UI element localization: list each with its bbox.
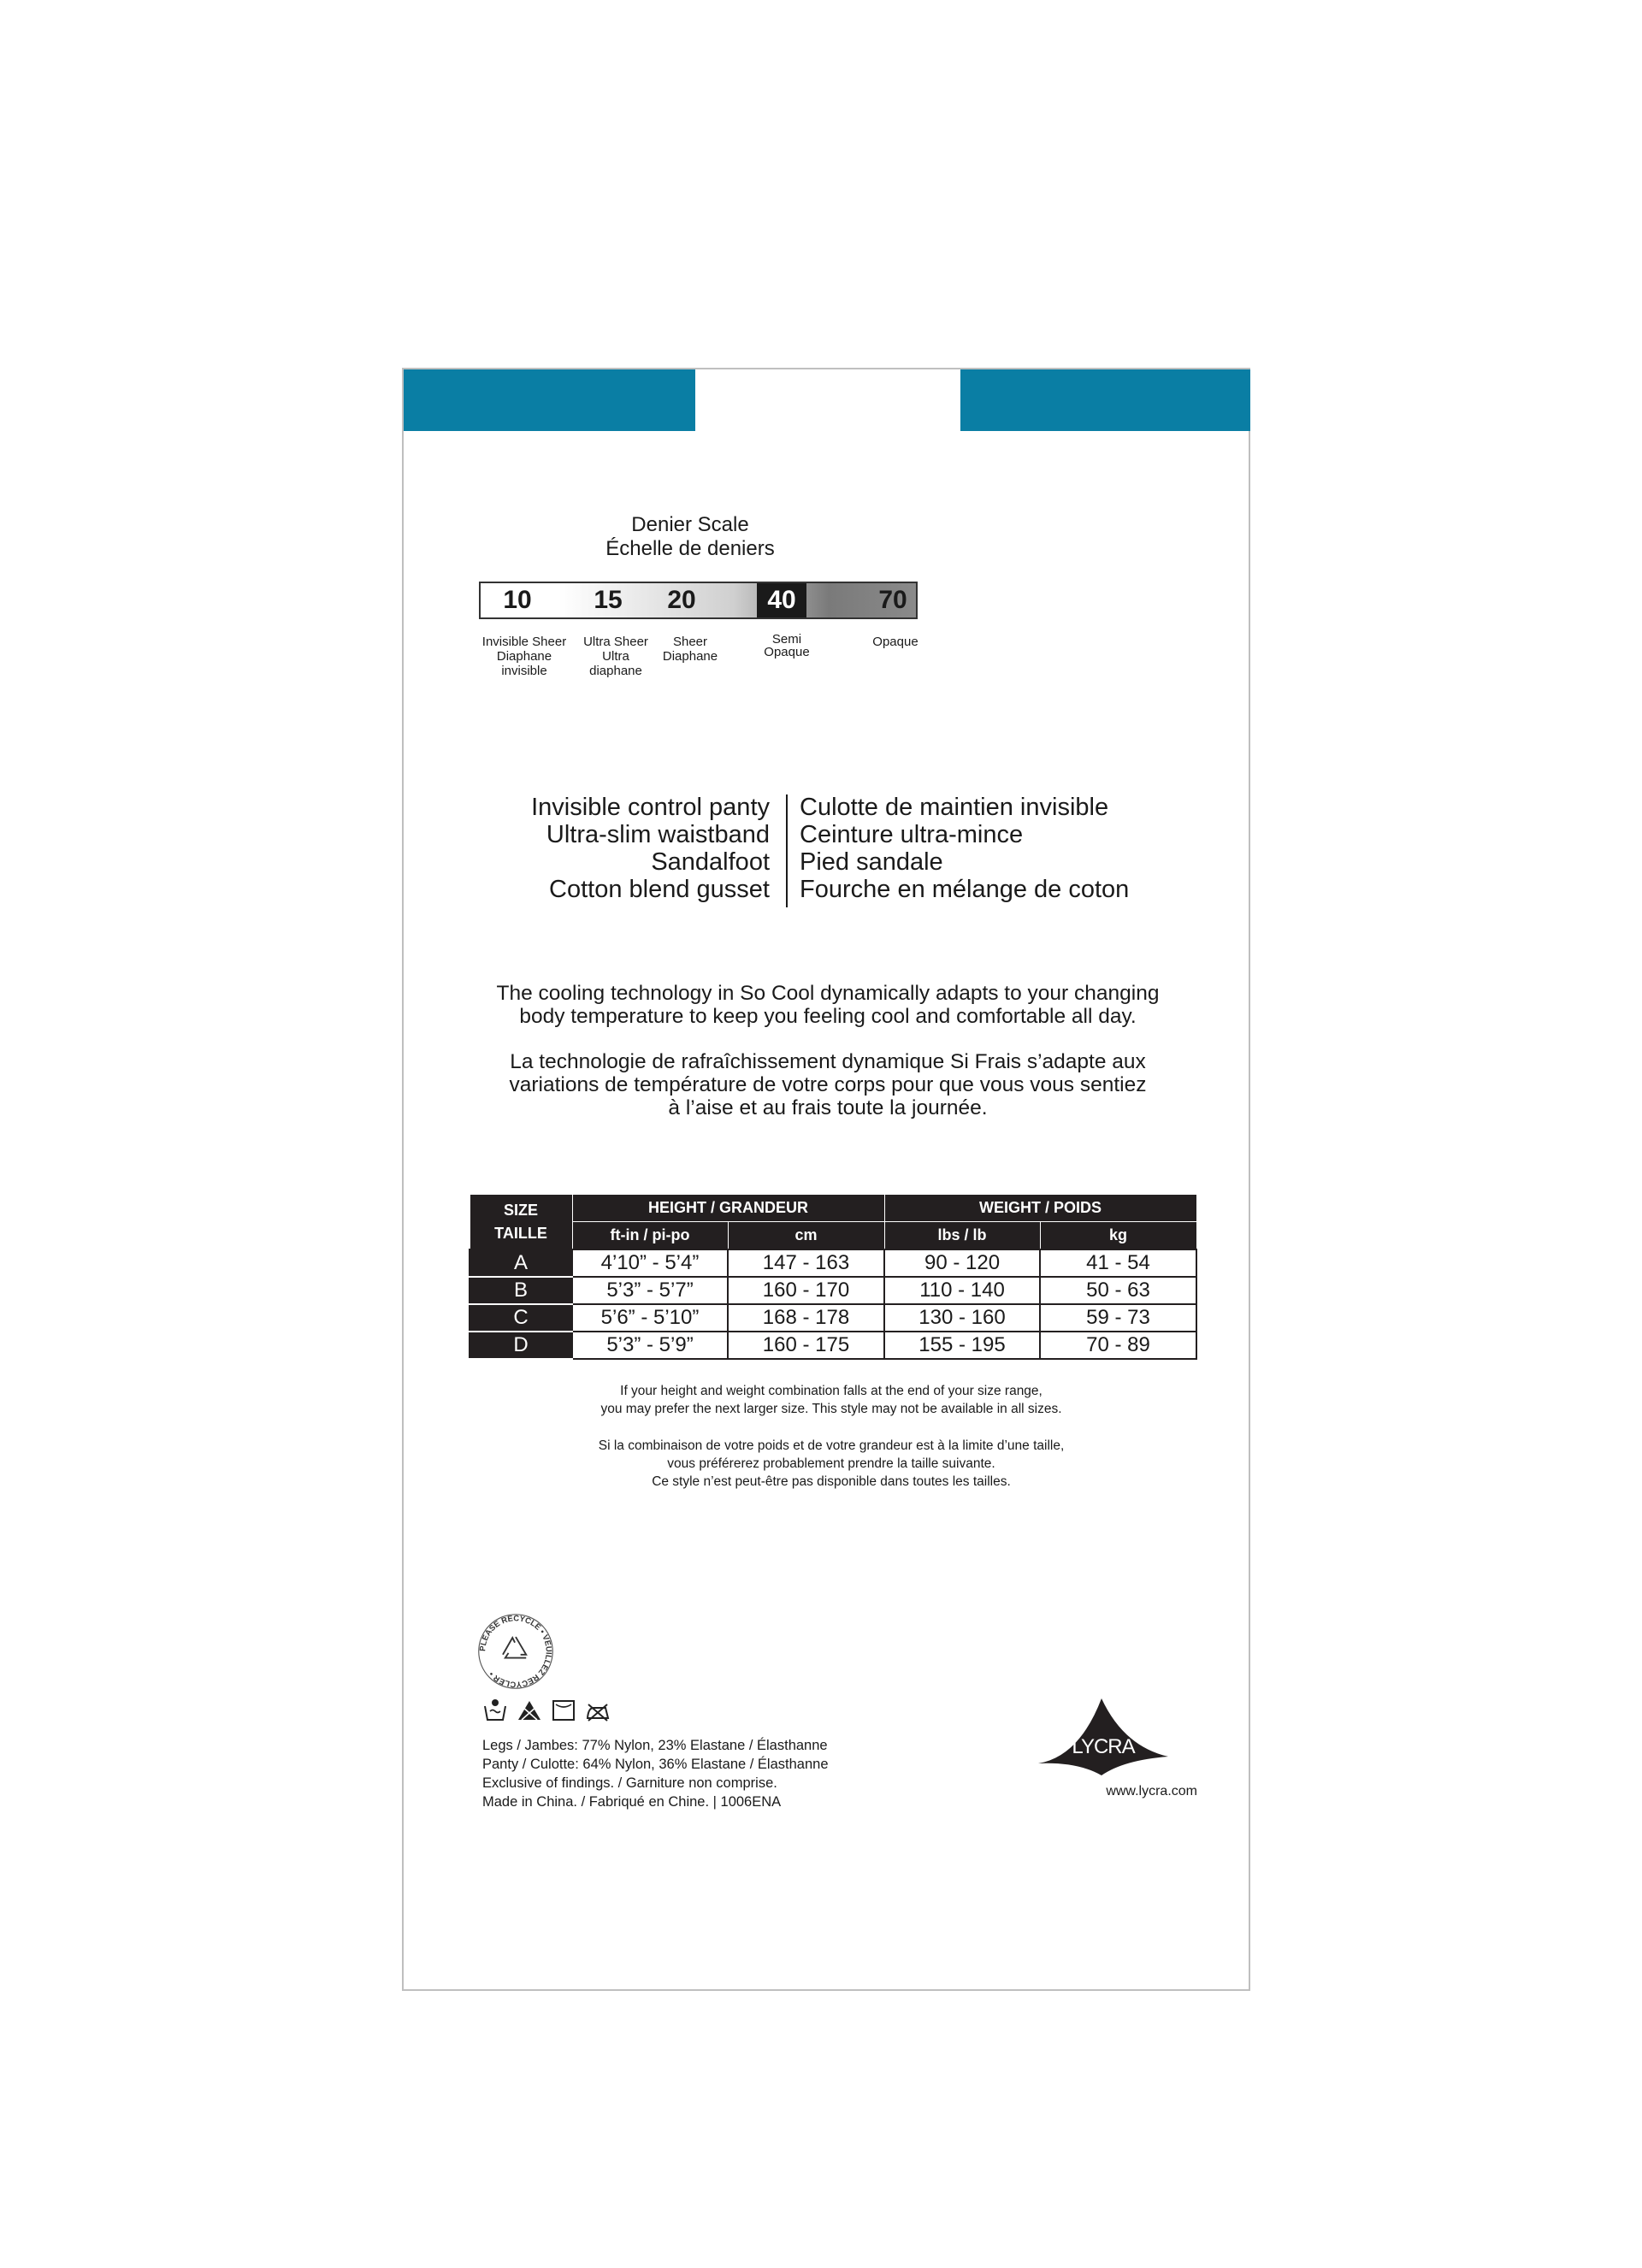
kg-subheader: kg [1040,1222,1196,1250]
care-symbols [482,1693,611,1728]
package-back-panel [402,368,1250,1991]
denier-value-70: 70 [878,586,907,614]
lycra-url: www.lycra.com [1106,1784,1197,1798]
feature-en: Ultra-slim waistband [546,821,770,848]
cm-cell: 168 - 178 [728,1304,884,1332]
weight-header: WEIGHT / POIDS [884,1195,1196,1222]
denier-title-fr: Échelle de deniers [605,537,775,560]
ftin-cell: 5’6” - 5’10” [572,1304,728,1332]
kg-cell: 41 - 54 [1040,1249,1196,1277]
table-row [470,1304,1196,1332]
lbs-cell: 155 - 195 [884,1332,1040,1359]
height-header: HEIGHT / GRANDEUR [572,1195,884,1222]
ftin-cell: 4’10” - 5’4” [572,1249,728,1277]
kg-cell: 50 - 63 [1040,1277,1196,1304]
cm-subheader: cm [728,1222,884,1250]
denier-scale-title [549,513,831,561]
feature-fr: Ceinture ultra-mince [800,821,1024,848]
lbs-cell: 130 - 160 [884,1304,1040,1332]
feature-en: Cotton blend gusset [549,876,770,903]
feature-fr: Culotte de maintien invisible [800,794,1109,821]
denier-label-40: Semi Opaque [764,632,810,659]
size-chart-table [469,1194,1197,1360]
denier-value-20: 20 [667,586,696,614]
ftin-cell: 5’3” - 5’7” [572,1277,728,1304]
feature-en: Sandalfoot [651,848,770,876]
feature-en: Invisible control panty [531,794,770,821]
kg-cell: 59 - 73 [1040,1304,1196,1332]
description-french: La technologie de rafraîchissement dynamique Si Frais s’adapte aux variations de température de votre corps pour que vous vous sentiez à l’aise et au frais toute la journée. [509,1050,1147,1119]
no-bleach-icon [517,1698,542,1723]
size-note-french: Si la combinaison de votre poids et de votre grandeur est à la limite d’une taille, vous préférerez probablement prendre la taille suivante. Ce style n’est peut-être pas disponible dans toutes les tailles. [598,1438,1065,1489]
denier-value-10: 10 [503,586,532,614]
denier-value-40-selected: 40 [757,583,806,617]
denier-label-70: Opaque [872,635,918,649]
denier-label-20: Sheer Diaphane [662,635,718,664]
denier-value-15: 15 [594,586,623,614]
feature-fr: Fourche en mélange de coton [800,876,1130,903]
svg-text:PLEASE RECYCLE • VEUILLEZ RECY: PLEASE RECYCLE • VEUILLEZ RECYCLER • [477,1613,554,1690]
size-cell: D [470,1332,572,1359]
top-right-color-tab [960,369,1250,431]
description-english: The cooling technology in So Cool dynamically adapts to your changing body temperature to keep you feeling cool and comfortable all day. [496,982,1160,1028]
lycra-logo [1035,1697,1172,1775]
size-header: SIZE TAILLE [470,1195,572,1250]
features-divider [786,794,788,907]
denier-scale-bar [479,582,918,619]
denier-label-15: Ultra Sheer Ultra diaphane [583,635,648,678]
fabric-composition: Legs / Jambes: 77% Nylon, 23% Elastane / Élasthanne Panty / Culotte: 64% Nylon, 36% Elastane / Élasthanne Exclusive of findings. / Garniture non comprise. Made in China. / Fabriqué en Chine. | 1006ENA [482,1738,829,1810]
svg-text:LYCRA: LYCRA [1072,1735,1135,1758]
features-english [462,794,770,903]
size-cell: C [470,1304,572,1332]
size-note-english: If your height and weight combination falls at the end of your size range, you may prefer the next larger size. This style may not be available in all sizes. [600,1384,1062,1416]
lbs-cell: 110 - 140 [884,1277,1040,1304]
size-cell: B [470,1277,572,1304]
ftin-cell: 5’3” - 5’9” [572,1332,728,1359]
feature-fr: Pied sandale [800,848,943,876]
hand-wash-icon [482,1698,508,1723]
top-left-color-tab [404,369,695,431]
kg-cell: 70 - 89 [1040,1332,1196,1359]
recycle-icon [475,1611,556,1692]
table-row [470,1332,1196,1359]
tumble-dry-icon [551,1698,576,1723]
cm-cell: 147 - 163 [728,1249,884,1277]
cm-cell: 160 - 175 [728,1332,884,1359]
denier-label-10: Invisible Sheer Diaphane invisible [481,635,567,678]
size-cell: A [470,1249,572,1277]
features-french [800,794,1210,903]
lbs-cell: 90 - 120 [884,1249,1040,1277]
lbs-subheader: lbs / lb [884,1222,1040,1250]
table-row [470,1249,1196,1277]
ftin-subheader: ft-in / pi-po [572,1222,728,1250]
no-iron-icon [585,1698,611,1723]
table-row [470,1277,1196,1304]
denier-title-en: Denier Scale [631,513,749,536]
cm-cell: 160 - 170 [728,1277,884,1304]
